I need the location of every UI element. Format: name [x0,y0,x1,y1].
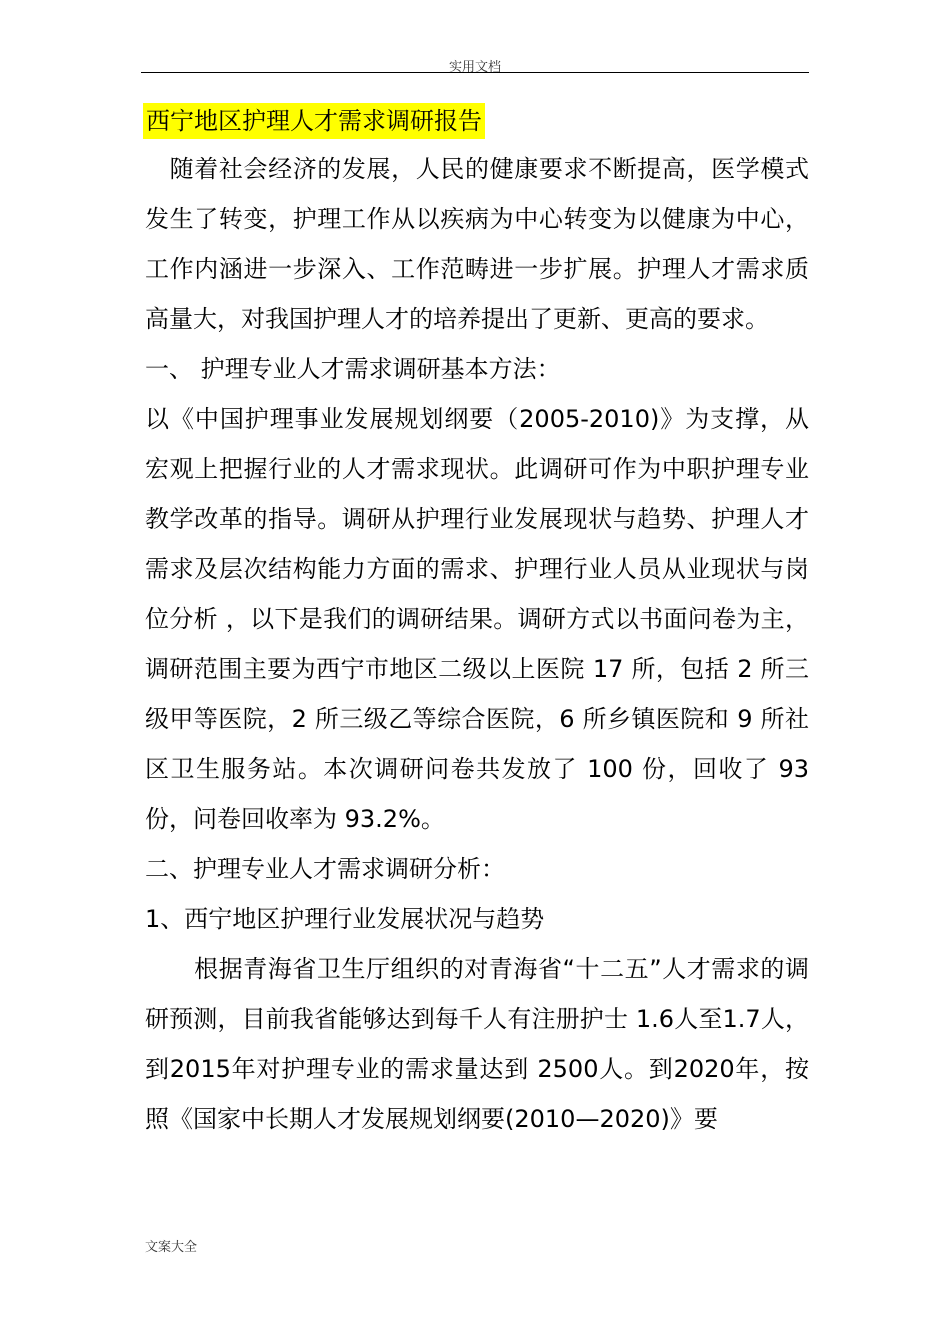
header-divider [141,72,809,73]
page-header: 实用文档 [448,60,501,75]
paragraph-methods: 以《中国护理事业发展规划纲要（2005-2010)》为支撑，从宏观上把握行业的人才需求现状。此调研可作为中职护理专业教学改革的指导。调研从护理行业发展现状与趋势、护理人才需求及层次结构能力方面的需求、护理行业人员从业现状与岗位分析 ，以下是我们的调研结果。调研方式以书面问卷为主，调研范围主要为西宁市地区二级以上医院 17 所，包括 2 所三级甲等医院，2 所三级乙等综合医院，6 所乡镇医院和 9 所社区卫生服务站。本次调研问卷共发放了 100 份，回收了 93 份，问卷回收率为 93.2%。 [145,405,809,833]
document-body [145,144,809,1144]
page-footer: 文案大全 [145,1240,198,1255]
paragraph-intro: 随着社会经济的发展，人民的健康要求不断提高，医学模式发生了转变，护理工作从以疾病为中心转变为以健康为中心，工作内涵进一步深入、工作范畴进一步扩展。护理人才需求质高量大，对我国护理人才的培养提出了更新、更高的要求。 [145,155,809,333]
paragraph-trends: 根据青海省卫生厅组织的对青海省“十二五”人才需求的调研预测，目前我省能够达到每千人有注册护士 1.6人至1.7人，到2015年对护理专业的需求量达到 2500人。到2020年，按照《国家中长期人才发展规划纲要(2010—2020)》要 [145,955,809,1133]
section-heading-2: 二、护理专业人才需求调研分析： [145,855,505,883]
subsection-heading-1: 1、西宁地区护理行业发展状况与趋势 [145,905,545,933]
section-heading-1: 一、 护理专业人才需求调研基本方法： [145,355,561,383]
document-title: 西宁地区护理人才需求调研报告 [143,103,485,139]
